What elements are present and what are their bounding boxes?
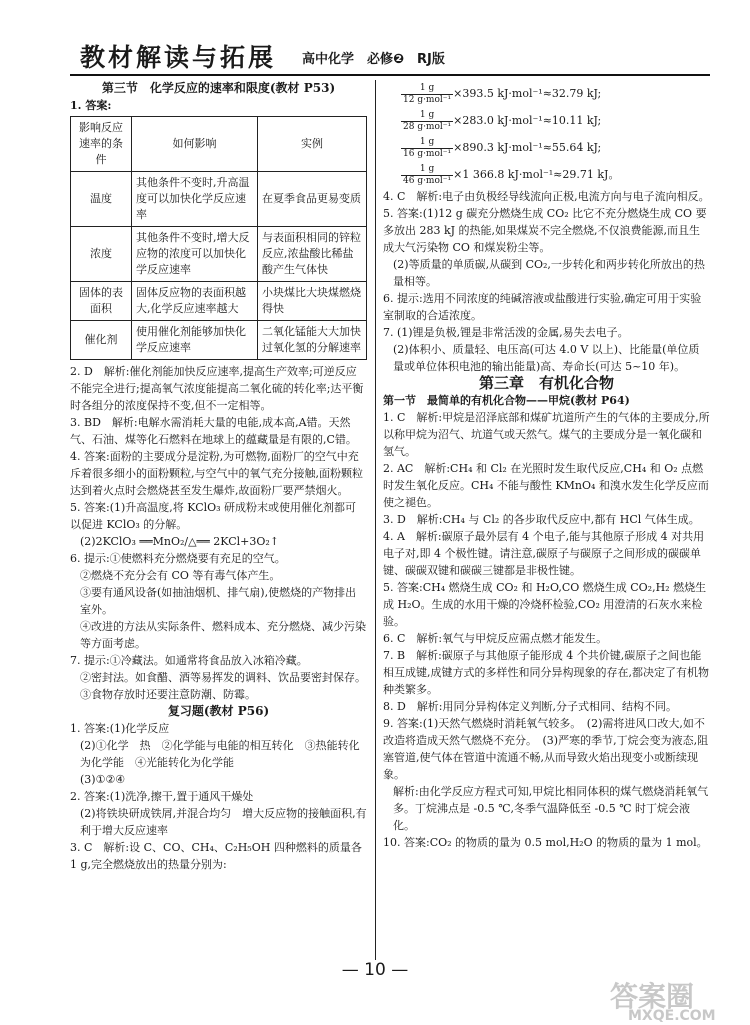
heat-equation: $\frac{1 g}{\text{28 g·mol⁻¹}}$ ×283.0 kJ·mol⁻¹≈10.11 kJ; — [403, 109, 602, 132]
table-header: 如何影响 — [132, 117, 258, 172]
left-column — [70, 80, 367, 873]
table-header-row — [71, 117, 367, 172]
answer-2: 2. D 解析:催化剂能加快反应速率,提高生产效率;可逆反应不能完全进行;提高氧气浓度能提高二氧化硫的转化率;达平衡时各组分的浓度保持不变,但不一定相等。 — [70, 365, 364, 412]
methane-9: 9. 答案:(1)天然气燃烧时消耗氧气较多。 (2)需将进风口改大,如不改造将造成天然气燃烧不充分。 (3)严寒的季节,丁烷会变为液态,阻塞管道,使气体在管道中流通不畅,从而导致火焰出现变小或断续现象。 — [383, 717, 709, 781]
answer-5: 5. 答案:(1)升高温度,将 KClO₃ 研成粉末或使用催化剂都可以促进 KClO₃ 的分解。 — [70, 501, 357, 531]
review-6: 6. 提示:选用不同浓度的纯碱溶液或盐酸进行实验,确定可用于实验室制取的合适浓度。 — [383, 292, 702, 322]
table-cell: 其他条件不变时,升高温度可以加快化学反应速率 — [132, 172, 258, 227]
methane-9-note: 解析:由化学反应方程式可知,甲烷比相同体积的煤气燃烧消耗氧气多。丁烷沸点是 -0.5 ℃,冬季气温降低至 -0.5 ℃ 时丁烷会液化。 — [393, 785, 709, 832]
review-4: 4. C 解析:电子由负极经导线流向正极,电流方向与电子流向相反。 — [383, 190, 710, 203]
watermark: 答案圈 — [610, 980, 695, 1013]
answer-label: 1. 答案: — [70, 99, 112, 112]
table-cell: 小块煤比大块煤燃烧得快 — [258, 282, 367, 321]
answer-3: 3. BD 解析:电解水需消耗大量的电能,成本高,A错。天然气、石油、煤等化石燃料在地球上的蕴藏量是有限的,C错。 — [70, 416, 357, 446]
right-column — [383, 80, 710, 851]
methane-4: 4. A 解析:碳原子最外层有 4 个电子,能与其他原子形成 4 对共用电子对,即 4 个极性键。请注意,碳原子与碳原子之间形成的碳碳单键、碳碳双键和碳碳三键都是非极性键。 — [383, 530, 705, 577]
answer-7: 7. 提示:①冷藏法。如通常将食品放入冰箱冷藏。 — [70, 654, 308, 667]
answer-7-item: ③食物存放时还要注意防潮、防霉。 — [80, 688, 256, 701]
answer-7-item: ②密封法。如食醋、酒等易挥发的调料、饮品要密封保存。 — [80, 671, 366, 684]
table-cell: 固体的表面积 — [71, 282, 132, 321]
table-cell: 固体反应物的表面积越大,化学反应速率越大 — [132, 282, 258, 321]
answer-6-item: ③要有通风设备(如抽油烟机、排气扇),使燃烧的产物排出室外。 — [80, 586, 357, 616]
subject-label: 高中化学 必修❷ RJ版 — [302, 52, 445, 67]
review-1: 1. 答案:(1)化学反应 — [70, 722, 170, 735]
methane-8: 8. D 解析:用同分异构体定义判断,分子式相同、结构不同。 — [383, 700, 678, 713]
table-cell: 二氧化锰能大大加快过氧化氢的分解速率 — [258, 321, 367, 360]
methane-3: 3. D 解析:CH₄ 与 Cl₂ 的各步取代反应中,都有 HCl 气体生成。 — [383, 513, 700, 526]
review-1-item: (2)①化学 热 ②化学能与电能的相互转化 ③热能转化为化学能 ④光能转化为化学能 — [80, 739, 360, 769]
review-7: 7. (1)锂是负极,锂是非常活泼的金属,易失去电子。 — [383, 326, 629, 339]
methane-7: 7. B 解析:碳原子与其他原子能形成 4 个共价键,碳原子之间也能相互成键,成键方式的多样性和同分异构现象的存在,都决定了有机物种类繁多。 — [383, 649, 709, 696]
table-row — [71, 321, 367, 360]
table-row — [71, 282, 367, 321]
review-5: 5. 答案:(1)12 g 碳充分燃烧生成 CO₂ 比它不充分燃烧生成 CO 要多放出 283 kJ 的热能,如果煤炭不完全燃烧,不仅浪费能源,而且生成大气污染物 CO 和煤炭粉尘等。 — [383, 207, 707, 254]
table-cell: 温度 — [71, 172, 132, 227]
watermark-url: MXQE.COM — [628, 1008, 716, 1024]
heat-equation: $\frac{1 g}{\text{46 g·mol⁻¹}}$ ×1 366.8 kJ·mol⁻¹≈29.71 kJ。 — [403, 163, 620, 186]
methane-2: 2. AC 解析:CH₄ 和 Cl₂ 在光照时发生取代反应,CH₄ 和 O₂ 点燃时发生氧化反应。CH₄ 不能与酸性 KMnO₄ 和溴水发生化学反应而使之褪色。 — [383, 462, 709, 509]
equation: (2)2KClO₃ ══MnO₂/△══ 2KCl+3O₂↑ — [80, 535, 280, 548]
methane-5: 5. 答案:CH₄ 燃烧生成 CO₂ 和 H₂O,CO 燃烧生成 CO₂,H₂ 燃烧生成 H₂O。生成的水用干燥的冷烧杯检验,CO₂ 用澄清的石灰水来检验。 — [383, 581, 707, 628]
table-cell: 使用催化剂能够加快化学反应速率 — [132, 321, 258, 360]
book-title: 教材解读与拓展 — [80, 43, 277, 72]
review-title: 复习题(教材 P56) — [167, 704, 270, 718]
review-2: 2. 答案:(1)洗净,擦干,置于通风干燥处 — [70, 790, 254, 803]
methane-1: 1. C 解析:甲烷是沼泽底部和煤矿坑道所产生的气体的主要成分,所以称甲烷为沼气、坑道气或天然气。煤气的主要成分是一氧化碳和氢气。 — [383, 411, 710, 458]
answer-4: 4. 答案:面粉的主要成分是淀粉,为可燃物,面粉厂的空气中充斥着很多细小的面粉颗粒,与空气中的氧气充分接触,面粉颗粒达到着火点时会燃烧甚至发生爆炸,故面粉厂要严禁烟火。 — [70, 450, 363, 497]
table-header: 影响反应速率的条件 — [71, 117, 132, 172]
heat-equation: $\frac{1 g}{\text{12 g·mol⁻¹}}$ ×393.5 kJ·mol⁻¹≈32.79 kJ; — [403, 82, 602, 105]
review-7-item: (2)体积小、质量轻、电压高(可达 4.0 V 以上)、比能量(单位质量或单位体积电池的输出能量)高、寿命长(可达 5~10 年)。 — [393, 343, 700, 373]
table-cell: 在夏季食品更易变质 — [258, 172, 367, 227]
table-cell: 浓度 — [71, 227, 132, 282]
table-row — [71, 227, 367, 282]
section-title: 第三节 化学反应的速率和限度(教材 P53) — [101, 81, 336, 95]
heat-equation: $\frac{1 g}{\text{16 g·mol⁻¹}}$ ×890.3 kJ·mol⁻¹≈55.64 kJ; — [403, 136, 602, 159]
page-number: — 10 — — [341, 960, 409, 980]
table-cell: 其他条件不变时,增大反应物的浓度可以加快化学反应速率 — [132, 227, 258, 282]
answer-6-item: ②燃烧不充分会有 CO 等有毒气体产生。 — [80, 569, 281, 582]
review-3: 3. C 解析:设 C、CO、CH₄、C₂H₅OH 四种燃料的质量各 1 g,完全燃烧放出的热量分别为: — [70, 841, 362, 871]
table-header: 实例 — [258, 117, 367, 172]
review-5-item: (2)等质量的单质碳,从碳到 CO₂,一步转化和两步转化所放出的热量相等。 — [393, 258, 705, 288]
subsection-title: 第一节 最简单的有机化合物——甲烷(教材 P64) — [383, 394, 630, 407]
page-header — [70, 38, 710, 76]
column-divider — [375, 80, 376, 960]
rate-factors-table — [70, 116, 367, 360]
answer-6: 6. 提示:①使燃料充分燃烧要有充足的空气。 — [70, 552, 286, 565]
table-row — [71, 172, 367, 227]
table-cell: 催化剂 — [71, 321, 132, 360]
chapter-title: 第三章 有机化合物 — [478, 374, 614, 392]
answer-6-item: ④改进的方法从实际条件、燃料成本、充分燃烧、减少污染等方面考虑。 — [80, 620, 366, 650]
methane-6: 6. C 解析:氧气与甲烷反应需点燃才能发生。 — [383, 632, 608, 645]
review-2-item: (2)将铁块研成铁屑,并混合均匀 增大反应物的接触面积,有利于增大反应速率 — [80, 807, 367, 837]
table-cell: 与表面积相同的锌粒反应,浓盐酸比稀盐酸产生气体快 — [258, 227, 367, 282]
review-1-item: (3)①②④ — [80, 773, 126, 786]
methane-10: 10. 答案:CO₂ 的物质的量为 0.5 mol,H₂O 的物质的量为 1 mol。 — [383, 836, 708, 849]
